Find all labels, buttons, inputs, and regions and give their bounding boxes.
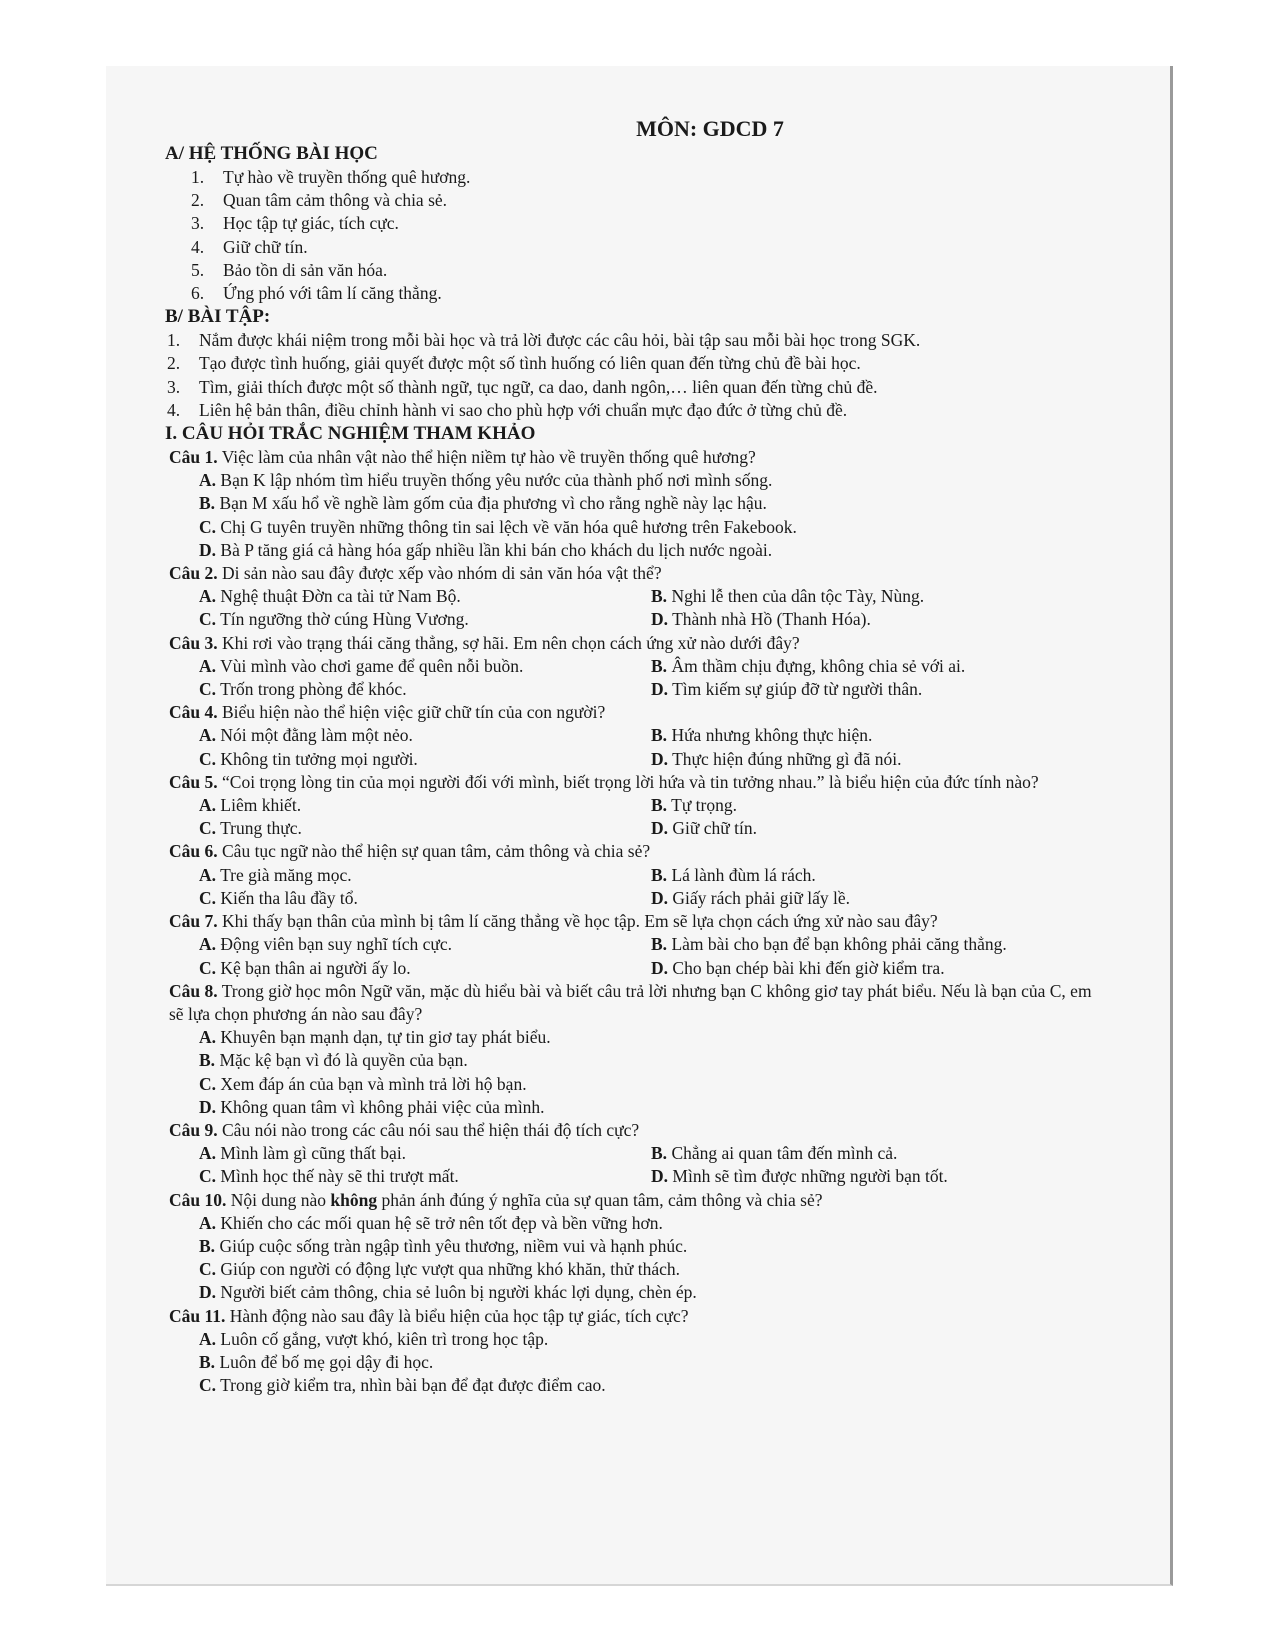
- question-2-option-c: C. Tín ngưỡng thờ cúng Hùng Vương.: [199, 609, 469, 630]
- question-6-option-d: D. Giấy rách phải giữ lấy lề.: [651, 887, 851, 908]
- question-5-option-a: A. Liêm khiết.: [199, 795, 302, 816]
- question-5-options-row: [165, 817, 1095, 840]
- list-item: 2. Quan tâm cảm thông và chia sẻ.: [191, 190, 448, 211]
- question-5-option-c: C. Trung thực.: [199, 818, 302, 839]
- question-2-options-row: [165, 608, 1095, 631]
- exercise-list: [165, 329, 1095, 422]
- question-2-option-b: B. Nghi lễ then của dân tộc Tày, Nùng.: [651, 586, 925, 607]
- list-item: 4. Liên hệ bản thân, điều chỉnh hành vi sao cho phù hợp với chuẩn mực đạo đức ở từng chủ đề.: [167, 399, 848, 420]
- page-title: MÔN: GDCD 7: [636, 116, 784, 141]
- question-4-option-d: D. Thực hiện đúng những gì đã nói.: [651, 748, 902, 769]
- question-3-option-b: B. Âm thầm chịu đựng, không chia sẻ với ai.: [651, 655, 966, 676]
- question-1: Câu 1. Việc làm của nhân vật nào thể hiện niềm tự hào về truyền thống quê hương?: [169, 447, 756, 468]
- question-4-option-c: C. Không tin tưởng mọi người.: [199, 748, 418, 769]
- section-b-heading: B/ BÀI TẬP:: [165, 306, 271, 328]
- question-11-option-a: A. Luôn cố gắng, vượt khó, kiên trì trong học tập.: [199, 1328, 549, 1349]
- question-11-option-b: B. Luôn để bố mẹ gọi dậy đi học.: [199, 1351, 434, 1372]
- question-3: Câu 3. Khi rơi vào trạng thái căng thẳng, sợ hãi. Em nên chọn cách ứng xử nào dưới đây?: [169, 632, 800, 653]
- question-6: Câu 6. Câu tục ngữ nào thể hiện sự quan tâm, cảm thông và chia sẻ?: [169, 841, 651, 862]
- question-4-option-a: A. Nói một đằng làm một nẻo.: [199, 725, 413, 746]
- section-i-heading: I. CÂU HỎI TRẮC NGHIỆM THAM KHẢO: [165, 423, 536, 445]
- question-2: Câu 2. Di sản nào sau đây được xếp vào nhóm di sản văn hóa vật thể?: [169, 563, 662, 584]
- question-2-option-d: D. Thành nhà Hồ (Thanh Hóa).: [651, 609, 871, 630]
- question-7-options-row: [165, 933, 1095, 956]
- question-5: Câu 5. “Coi trọng lòng tin của mọi người đối với mình, biết trọng lời hứa và tin tưởng nhau.” là biểu hiện của đức tính nào?: [169, 771, 1039, 792]
- question-10-option-c: C. Giúp con người có động lực vượt qua những khó khăn, thử thách.: [199, 1259, 681, 1280]
- question-10: Câu 10. Nội dung nào không phản ánh đúng ý nghĩa của sự quan tâm, cảm thông và chia sẻ?: [169, 1189, 823, 1210]
- list-item: 5. Bảo tồn di sản văn hóa.: [191, 259, 388, 280]
- question-9-option-b: B. Chẳng ai quan tâm đến mình cả.: [651, 1143, 898, 1164]
- question-5-option-b: B. Tự trọng.: [651, 795, 737, 816]
- question-6-option-c: C. Kiến tha lâu đầy tổ.: [199, 887, 358, 908]
- question-11-option-c: C. Trong giờ kiểm tra, nhìn bài bạn để đạt được điểm cao.: [199, 1375, 606, 1396]
- question-2-option-a: A. Nghệ thuật Đờn ca tài tử Nam Bộ.: [199, 586, 461, 607]
- question-3-options-row: [165, 678, 1095, 701]
- question-10-option-b: B. Giúp cuộc sống tràn ngập tình yêu thương, niềm vui và hạnh phúc.: [199, 1235, 688, 1256]
- question-8: Câu 8. Trong giờ học môn Ngữ văn, mặc dù hiểu bài và biết câu trả lời nhưng bạn C không giơ tay phát biểu. Nếu là bạn của C, em sẽ lựa chọn phương án nào sau đây?: [169, 980, 1092, 1024]
- list-item: 6. Ứng phó với tâm lí căng thẳng.: [191, 283, 442, 304]
- question-11: Câu 11. Hành động nào sau đây là biểu hiện của học tập tự giác, tích cực?: [169, 1305, 689, 1326]
- question-7-option-a: A. Động viên bạn suy nghĩ tích cực.: [199, 934, 452, 955]
- question-7-options-row: [165, 957, 1095, 980]
- question-8-option-a: A. Khuyên bạn mạnh dạn, tự tin giơ tay phát biểu.: [199, 1027, 551, 1048]
- question-5-option-d: D. Giữ chữ tín.: [651, 818, 757, 839]
- question-9-options-row: [165, 1165, 1095, 1188]
- question-9: Câu 9. Câu nói nào trong các câu nói sau thể hiện thái độ tích cực?: [169, 1119, 640, 1140]
- question-1-option-b: B. Bạn M xấu hổ về nghề làm gốm của địa phương vì cho rằng nghề này lạc hậu.: [199, 493, 767, 514]
- question-5-options-row: [165, 794, 1095, 817]
- question-3-option-d: D. Tìm kiếm sự giúp đỡ từ người thân.: [651, 679, 923, 700]
- question-8-option-b: B. Mặc kệ bạn vì đó là quyền của bạn.: [199, 1050, 468, 1071]
- question-8-option-d: D. Không quan tâm vì không phải việc của mình.: [199, 1096, 545, 1117]
- question-9-option-a: A. Mình làm gì cũng thất bại.: [199, 1143, 407, 1164]
- question-1-option-d: D. Bà P tăng giá cả hàng hóa gấp nhiều lần khi bán cho khách du lịch nước ngoài.: [199, 539, 773, 560]
- section-a-heading: A/ HỆ THỐNG BÀI HỌC: [165, 143, 378, 164]
- question-4-options-row: [165, 724, 1095, 747]
- question-4-options-row: [165, 748, 1095, 771]
- question-10-option-d: D. Người biết cảm thông, chia sẻ luôn bị người khác lợi dụng, chèn ép.: [199, 1282, 697, 1303]
- list-item: 2. Tạo được tình huống, giải quyết được một số tình huống có liên quan đến từng chủ đề bài học.: [167, 353, 861, 374]
- question-8-option-c: C. Xem đáp án của bạn và mình trả lời hộ bạn.: [199, 1073, 527, 1094]
- question-1-option-c: C. Chị G tuyên truyền những thông tin sai lệch về văn hóa quê hương trên Fakebook.: [199, 516, 797, 537]
- list-item: 4. Giữ chữ tín.: [191, 236, 308, 257]
- question-10-option-a: A. Khiến cho các mối quan hệ sẽ trở nên tốt đẹp và bền vững hơn.: [199, 1212, 663, 1233]
- question-7-option-c: C. Kệ bạn thân ai người ấy lo.: [199, 957, 411, 978]
- question-2-options-row: [165, 585, 1095, 608]
- question-4-option-b: B. Hứa nhưng không thực hiện.: [651, 725, 873, 746]
- question-3-option-c: C. Trốn trong phòng để khóc.: [199, 679, 407, 700]
- question-6-options-row: [165, 864, 1095, 887]
- question-7-option-b: B. Làm bài cho bạn để bạn không phải căng thẳng.: [651, 934, 1007, 955]
- question-6-options-row: [165, 887, 1095, 910]
- question-7: Câu 7. Khi thấy bạn thân của mình bị tâm lí căng thẳng về học tập. Em sẽ lựa chọn cách ứng xử nào sau đây?: [169, 911, 938, 932]
- list-item: 1. Nắm được khái niệm trong mỗi bài học và trả lời được các câu hỏi, bài tập sau mỗi bài học trong SGK.: [167, 330, 921, 351]
- list-item: 3. Học tập tự giác, tích cực.: [191, 213, 399, 234]
- question-6-option-a: A. Tre già măng mọc.: [199, 864, 352, 885]
- question-1-option-a: A. Bạn K lập nhóm tìm hiểu truyền thống yêu nước của thành phố nơi mình sống.: [199, 470, 773, 491]
- list-item: 1. Tự hào về truyền thống quê hương.: [191, 167, 471, 187]
- question-3-options-row: [165, 655, 1095, 678]
- document-content: [165, 116, 1095, 1397]
- question-9-option-d: D. Mình sẽ tìm được những người bạn tốt.: [651, 1166, 948, 1187]
- lesson-list: [165, 166, 1095, 305]
- question-9-option-c: C. Mình học thế này sẽ thi trượt mất.: [199, 1166, 459, 1187]
- list-item: 3. Tìm, giải thích được một số thành ngữ, tục ngữ, ca dao, danh ngôn,… liên quan đến từng chủ đề.: [167, 376, 878, 397]
- question-9-options-row: [165, 1142, 1095, 1165]
- question-7-option-d: D. Cho bạn chép bài khi đến giờ kiểm tra.: [651, 957, 945, 978]
- question-4: Câu 4. Biểu hiện nào thể hiện việc giữ chữ tín của con người?: [169, 702, 606, 723]
- question-6-option-b: B. Lá lành đùm lá rách.: [651, 864, 816, 885]
- question-3-option-a: A. Vùi mình vào chơi game để quên nỗi buồn.: [199, 655, 524, 676]
